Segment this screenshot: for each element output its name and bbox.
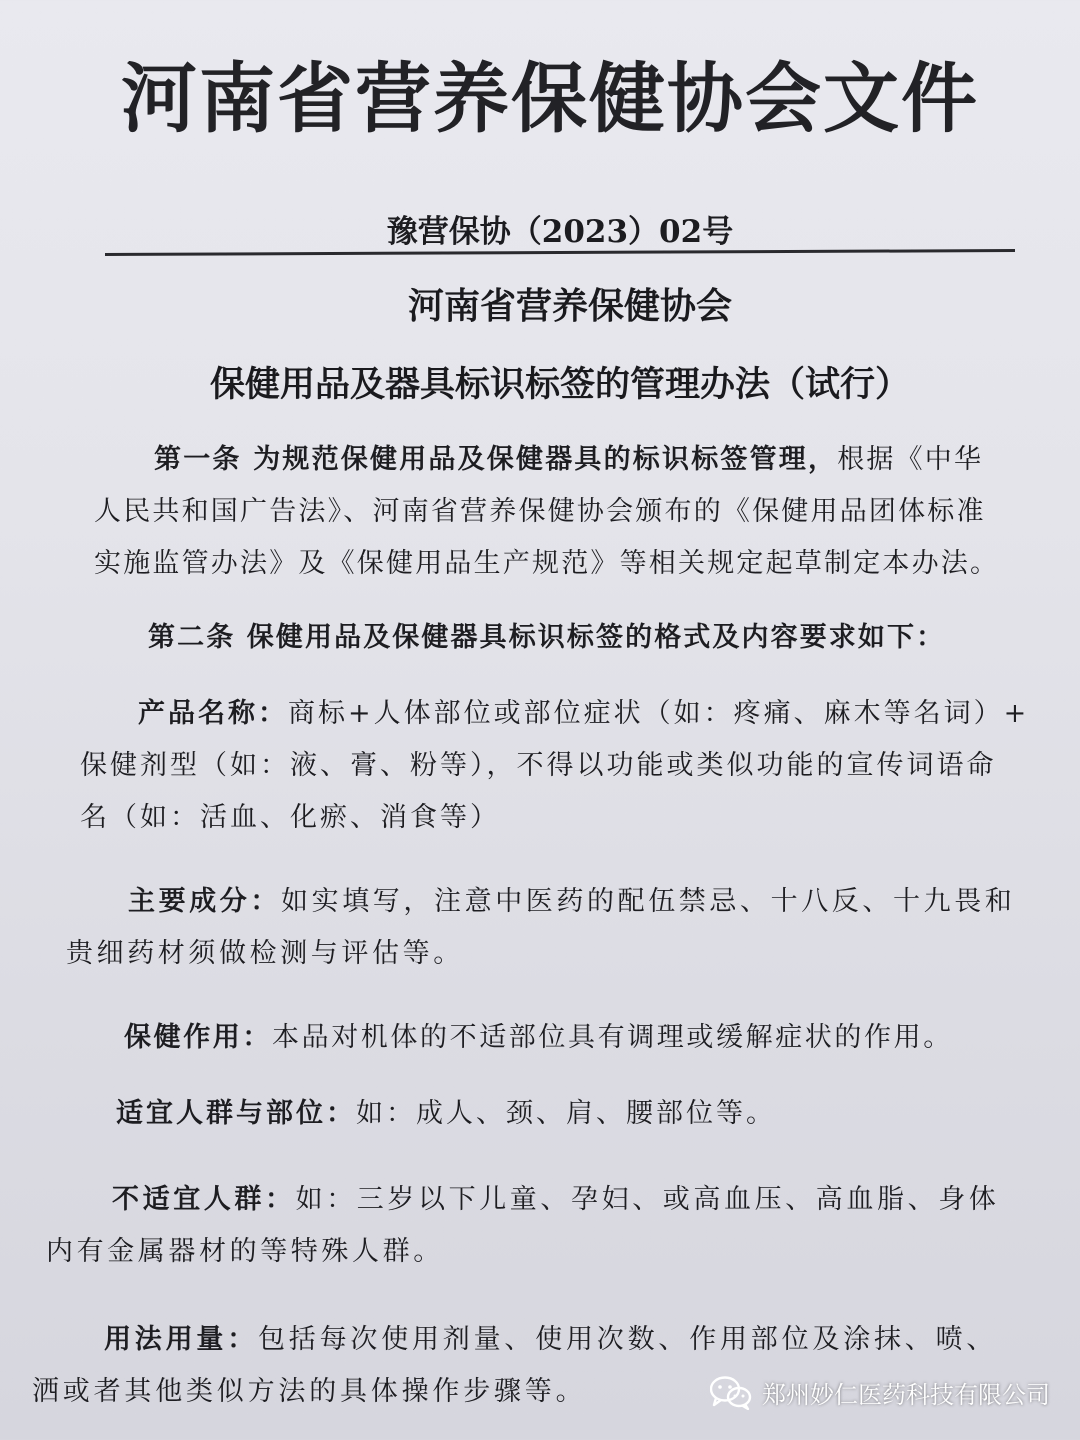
- watermark-text: 郑州妙仁医药科技有限公司: [762, 1381, 1050, 1409]
- article-1-label: 第一条 为规范保健用品及保健器具的标识标签管理，: [154, 444, 838, 475]
- article-2: [148, 612, 945, 664]
- unsuitable-line-2: 内有金属器材的等特殊人群。: [46, 1236, 444, 1267]
- product-name-line-2: 保健剂型（如：液、膏、粉等），不得以功能或类似功能的宣传词语命: [80, 750, 997, 781]
- ingredients-section: [66, 876, 1015, 980]
- usage-label: 用法用量：: [104, 1324, 258, 1355]
- article-2-label: 第二条 保健用品及保健器具标识标签的格式及内容要求如下：: [148, 622, 946, 653]
- suitable-label: 适宜人群与部位：: [116, 1098, 356, 1129]
- health-effect-label: 保健作用：: [124, 1022, 272, 1053]
- article-1-text: 根据《中华: [837, 444, 984, 475]
- health-effect-text: 本品对机体的不适部位具有调理或缓解症状的作用。: [272, 1022, 953, 1053]
- ingredients-line-2: 贵细药材须做检测与评估等。: [66, 938, 464, 969]
- product-name-section: [80, 688, 1029, 844]
- ingredients-label: 主要成分：: [128, 886, 281, 917]
- suitable-text: 如：成人、颈、肩、腰部位等。: [356, 1098, 776, 1129]
- unsuitable-text: 如：三岁以下儿童、孕妇、或高血压、高血脂、身体: [295, 1184, 1000, 1215]
- product-name-text: 商标+人体部位或部位症状（如：疼痛、麻木等名词）+: [288, 698, 1030, 729]
- product-name-label: 产品名称：: [138, 698, 288, 729]
- usage-line-2: 洒或者其他类似方法的具体操作步骤等。: [32, 1376, 587, 1407]
- usage-text: 包括每次使用剂量、使用次数、作用部位及涂抹、喷、: [258, 1324, 998, 1355]
- wechat-icon: [710, 1376, 752, 1410]
- rules-title: 保健用品及器具标识标签的管理办法（试行）: [210, 364, 911, 405]
- health-effect-section: [124, 1012, 953, 1064]
- document-number: 豫营保协（2023）02号: [386, 214, 734, 250]
- product-name-line-3: 名（如：活血、化瘀、消食等）: [80, 802, 500, 833]
- document-title: 河南省营养保健协会文件: [121, 54, 979, 143]
- ingredients-text: 如实填写，注意中医药的配伍禁忌、十八反、十九畏和: [281, 886, 1016, 917]
- article-1-line-3: 实施监管办法》及《保健用品生产规范》等相关规定起草制定本办法。: [94, 548, 1000, 579]
- unsuitable-section: [46, 1174, 999, 1278]
- watermark: [710, 1375, 1050, 1410]
- article-1-line-2: 人民共和国广告法》、河南省营养保健协会颁布的《保健用品团体标准: [94, 496, 986, 527]
- suitable-section: [116, 1088, 776, 1140]
- article-1: [94, 434, 999, 590]
- organization-heading: 河南省营养保健协会: [407, 285, 732, 327]
- unsuitable-label: 不适宜人群：: [112, 1184, 296, 1215]
